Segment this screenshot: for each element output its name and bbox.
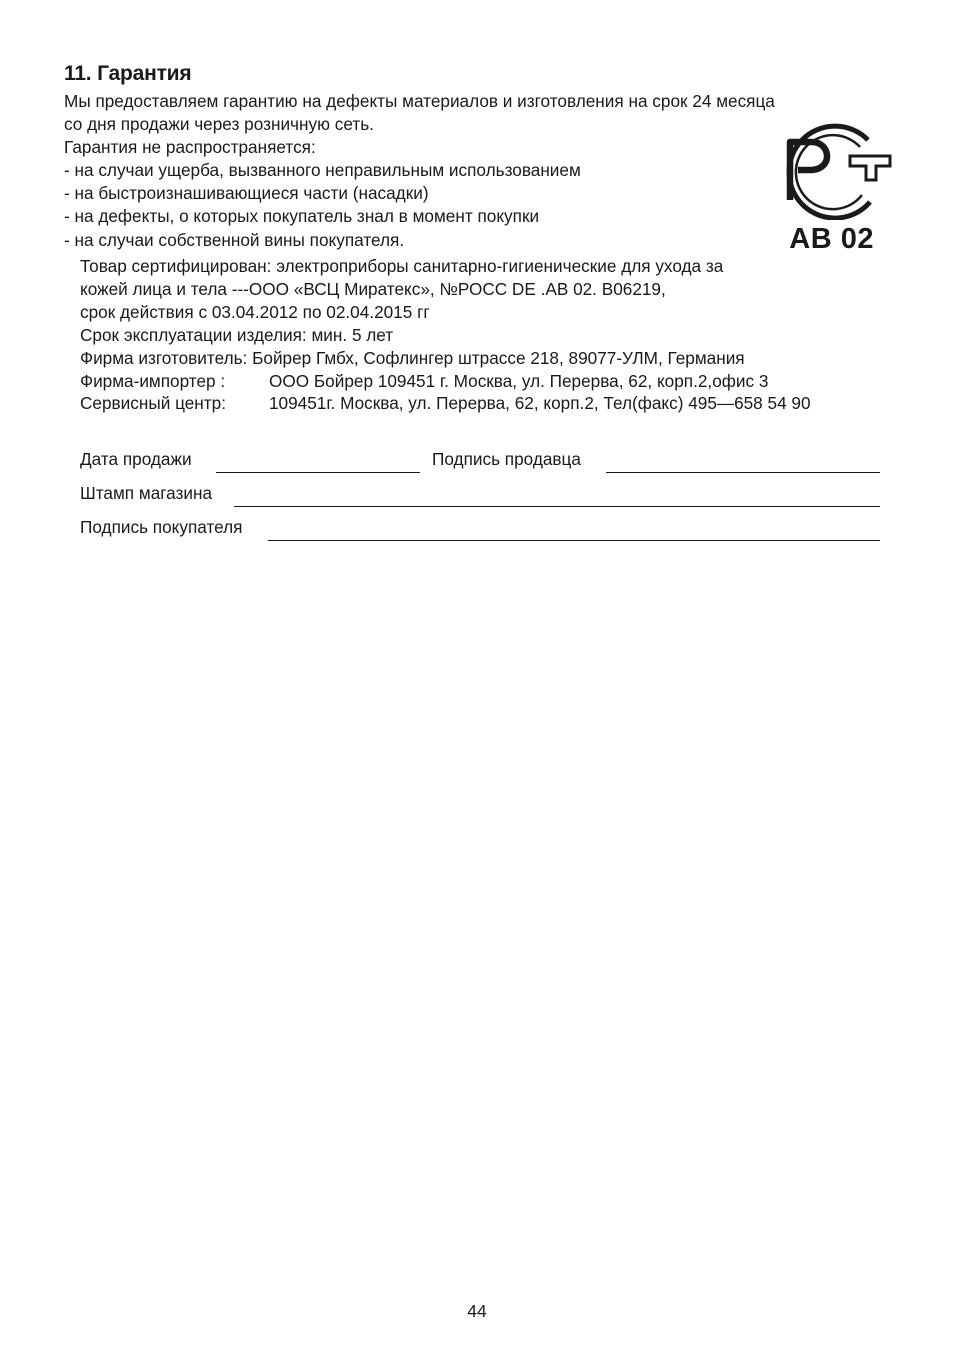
seller-signature-field[interactable] bbox=[606, 472, 880, 473]
buyer-signature-field[interactable] bbox=[268, 540, 880, 541]
service-life: Срок эксплуатации изделия: мин. 5 лет bbox=[80, 324, 394, 345]
certification-code: AB 02 bbox=[789, 223, 874, 255]
manufacturer: Фирма изготовитель: Бойрер Гмбх, Софлингер штрассе 218, 89077-УЛМ, Германия bbox=[80, 347, 745, 368]
warranty-exclusion-item: - на случаи собственной вины покупателя. bbox=[64, 229, 405, 250]
service-center-row bbox=[80, 392, 880, 415]
seller-signature-label: Подпись продавца bbox=[432, 449, 581, 469]
certificate-validity: срок действия с 03.04.2012 по 02.04.2015 гг bbox=[80, 301, 430, 322]
warranty-exclusions-heading: Гарантия не распространяется: bbox=[64, 137, 316, 158]
warranty-line: со дня продажи через розничную сеть. bbox=[64, 114, 374, 135]
warranty-line: Мы предоставляем гарантию на дефекты материалов и изготовления на срок 24 месяца bbox=[64, 91, 775, 111]
sale-date-field[interactable] bbox=[216, 472, 420, 473]
importer-value: ООО Бойрер 109451 г. Москва, ул. Перерва, 62, корп.2,офис 3 bbox=[269, 370, 769, 391]
section-title: 11. Гарантия bbox=[64, 62, 192, 85]
store-stamp-field[interactable] bbox=[234, 506, 880, 507]
certificate-line: кожей лица и тела ---ООО «ВСЦ Миратекс», №РОСС DE .АВ 02. В06219, bbox=[80, 278, 666, 299]
service-center-label: Сервисный центр: bbox=[80, 393, 226, 414]
importer-row bbox=[80, 370, 880, 393]
warranty-exclusion-item: - на случаи ущерба, вызванного неправильным использованием bbox=[64, 160, 581, 181]
warranty-exclusion-item: - на быстроизнашивающиеся части (насадки) bbox=[64, 183, 429, 204]
warranty-exclusion-item: - на дефекты, о которых покупатель знал в момент покупки bbox=[64, 206, 540, 227]
service-center-value: 109451г. Москва, ул. Перерва, 62, корп.2, Тел(факс) 495—658 54 90 bbox=[269, 393, 811, 414]
page-number: 44 bbox=[467, 1301, 487, 1321]
importer-label: Фирма-импортер : bbox=[80, 370, 226, 391]
store-stamp-label: Штамп магазина bbox=[80, 483, 213, 503]
rst-certification-logo bbox=[768, 120, 894, 220]
buyer-signature-label: Подпись покупателя bbox=[80, 517, 243, 537]
certificate-info bbox=[80, 255, 880, 415]
certificate-line: Товар сертифицирован: электроприборы санитарно-гигиенические для ухода за bbox=[80, 256, 724, 276]
sale-date-label: Дата продажи bbox=[80, 449, 192, 469]
warranty-text bbox=[64, 90, 864, 252]
